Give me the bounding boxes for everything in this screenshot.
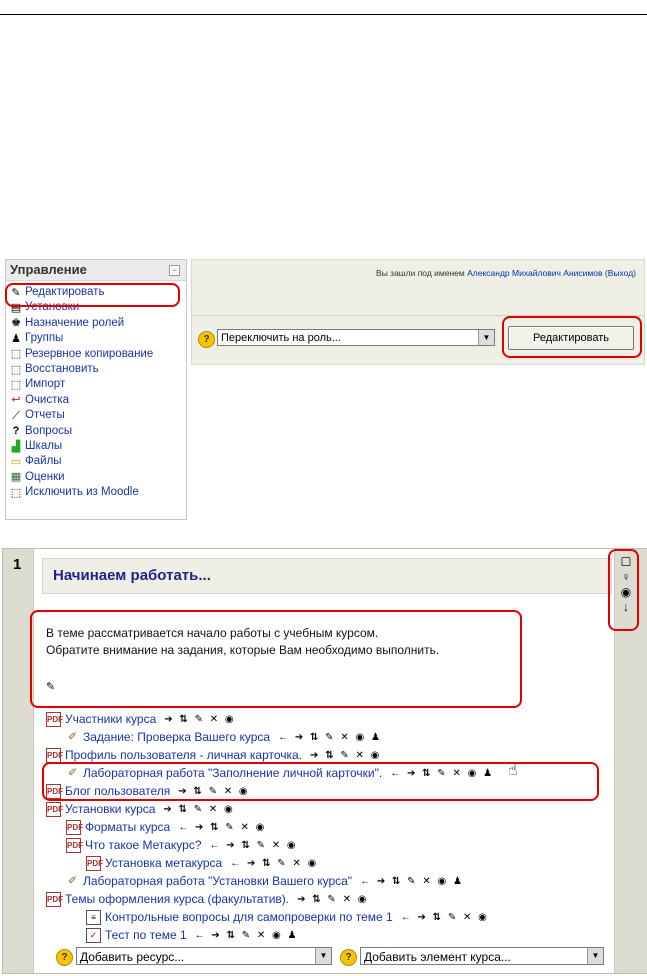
edit-summary-icon[interactable]: ✎ [46,681,56,693]
admin-item-files[interactable] [10,454,186,469]
switch-role-select[interactable] [217,329,495,346]
admin-item-questions[interactable] [10,424,186,439]
add-activity-select[interactable] [360,947,604,965]
resource-link[interactable]: Контрольные вопросы для самопроверки по теме 1 [105,910,393,924]
admin-item-label[interactable]: Установки [25,301,80,314]
highlight-edit-button [502,316,642,358]
chevron-down-icon[interactable]: ▼ [587,948,603,964]
lightbulb-icon[interactable]: ♀ [621,570,631,584]
assignment-icon: ✐ [67,730,78,743]
document-icon: ≡ [86,910,101,925]
pdf-icon: PDF [66,838,81,853]
admin-item-restore[interactable] [10,362,186,377]
pdf-icon: PDF [66,820,81,835]
resource-controls[interactable]: ➔ ⇅ ✎ ✕ ◉ [164,713,236,725]
resource-link[interactable]: Участники курса [65,712,157,726]
summary-line-2: Обратите внимание на задания, которые Вам необходимо выполнить. [46,643,440,657]
resource-controls[interactable]: ← ➔ ⇅ ✎ ✕ ◉ [178,821,267,833]
resource-controls[interactable]: ← ➔ ⇅ ✎ ✕ ◉ ♟ [194,929,299,941]
resource-controls[interactable]: ← ➔ ⇅ ✎ ✕ ◉ [209,839,298,851]
chevron-down-icon[interactable]: ▼ [478,330,494,345]
resource-link[interactable]: Форматы курса [85,820,171,834]
topic-title: Начинаем работать... [53,567,211,584]
admin-item-label[interactable]: Оценки [25,470,65,483]
arrow-down-icon[interactable]: ↓ [623,600,629,614]
resource-link[interactable]: Лабораторная работа "Заполнение личной карточки". [83,766,383,780]
chevron-down-icon[interactable]: ▼ [315,948,331,964]
login-info [376,268,636,278]
resource-link[interactable]: Тест по теме 1 [105,928,187,942]
add-resource-select[interactable] [76,947,332,965]
pdf-icon: PDF [46,748,61,763]
restore-icon: ⬚ [10,363,22,376]
reset-icon: ↩ [11,394,21,407]
resource-item[interactable] [46,801,235,817]
resource-controls[interactable]: ➔ ⇅ ✎ ✕ ◉ [310,749,382,761]
switch-role-value: Переключить на роль... [221,332,341,344]
resource-controls[interactable]: ← ➔ ⇅ ✎ ✕ ◉ ♟ [278,731,382,743]
pdf-icon: PDF [46,892,61,907]
pdf-icon: PDF [46,712,61,727]
admin-item-grades[interactable] [10,470,186,485]
resource-controls[interactable]: ➔ ⇅ ✎ ✕ ◉ [163,803,235,815]
resource-controls[interactable]: ➔ ⇅ ✎ ✕ ◉ [297,893,369,905]
admin-item-label[interactable]: Резервное копирование [25,347,154,360]
summary-line-1: В теме рассматривается начало работы с учебным курсом. [46,626,379,640]
groups-icon: ♟ [11,332,21,345]
admin-item-roles[interactable] [10,316,186,331]
resource-link[interactable]: Блог пользователя [65,784,171,798]
resource-link[interactable]: Установки курса [65,802,156,816]
resource-link[interactable]: Лабораторная работа "Установки Вашего курса" [83,874,353,888]
help-icon[interactable]: ? [198,331,215,348]
resource-link[interactable]: Профиль пользователя - личная карточка. [65,748,303,762]
resource-controls[interactable]: ← ➔ ⇅ ✎ ✕ ◉ ♟ [390,767,495,779]
resource-item[interactable] [86,909,489,925]
admin-item-label[interactable]: Редактировать [25,286,105,298]
reports-icon: ⟋ [12,409,20,422]
edit-icon: ✎ [11,286,21,299]
assignment-icon: ✐ [67,766,78,779]
admin-menu [6,281,186,500]
admin-item-label[interactable]: Шкалы [25,439,63,452]
admin-item-label[interactable]: Вопросы [25,424,73,437]
highlight-side-controls [608,549,639,631]
topic-title-bar [42,558,612,594]
admin-item-unenrol[interactable] [10,485,186,500]
resource-item[interactable] [46,891,368,907]
pdf-icon: PDF [46,802,61,817]
resource-item[interactable] [86,855,318,871]
collapse-icon[interactable]: − [169,265,180,276]
admin-item-label[interactable]: Файлы [25,455,62,468]
admin-block-title: Управление [10,262,87,277]
quiz-icon: ✓ [86,928,101,943]
resource-item[interactable] [46,747,381,763]
resource-link[interactable]: Что такое Метакурс? [85,838,202,852]
scales-icon: ▟ [11,440,21,453]
resource-link[interactable]: Установка метакурса [105,856,223,870]
admin-item-label[interactable]: Восстановить [25,362,99,375]
admin-item-label[interactable]: Очистка [25,393,70,406]
login-prefix: Вы зашли под именем [376,268,468,278]
add-activity-value: Добавить элемент курса... [364,950,511,964]
resource-controls[interactable]: ← ➔ ⇅ ✎ ✕ ◉ [230,857,319,869]
top-divider [0,14,647,15]
resource-item[interactable] [86,927,299,943]
topic-number: 1 [13,556,22,573]
resource-controls[interactable]: ← ➔ ⇅ ✎ ✕ ◉ ♟ [360,875,464,887]
help-icon[interactable]: ? [340,949,357,966]
edit-mode-button[interactable]: Редактировать [508,326,634,350]
questions-icon: ? [12,425,20,438]
admin-item-groups[interactable] [10,331,186,346]
folder-icon: ▭ [10,455,22,468]
eye-icon[interactable]: ◉ [620,585,632,599]
logout-link[interactable]: (Выход) [604,268,636,278]
pdf-icon: PDF [46,784,61,799]
unenrol-icon: ⬚ [10,486,22,499]
resource-controls[interactable]: ← ➔ ⇅ ✎ ✕ ◉ [400,911,489,923]
login-user-link[interactable]: Александр Михайлович Анисимов [467,268,603,278]
resource-item[interactable] [66,837,298,853]
help-icon[interactable]: ? [56,949,73,966]
roles-icon: ♚ [11,317,21,330]
grades-icon: ▦ [10,471,22,484]
hand-cursor-icon: ☝ [508,762,518,779]
pdf-icon: PDF [86,856,101,871]
admin-item-backup[interactable] [10,347,186,362]
settings-icon: ▤ [10,302,22,315]
resource-item[interactable] [66,819,266,835]
admin-item-label[interactable]: Назначение ролей [25,316,125,329]
admin-item-label[interactable]: Отчеты [25,409,65,422]
assignment-icon: ✐ [67,874,78,887]
backup-icon: ⬚ [10,348,22,361]
admin-item-import[interactable] [10,377,186,392]
resource-item[interactable] [66,729,382,745]
highlight-edit-link [5,283,180,307]
admin-item-reset[interactable] [10,393,186,408]
resource-item[interactable] [66,873,464,889]
admin-item-label[interactable]: Импорт [25,378,66,391]
highlight-summary [30,610,522,708]
import-icon: ⬚ [10,379,22,392]
admin-item-scales[interactable] [10,439,186,454]
square-icon[interactable]: ☐ [620,555,632,569]
resource-item[interactable] [46,711,236,727]
admin-item-label[interactable]: Группы [25,332,64,345]
resource-link[interactable]: Задание: Проверка Вашего курса [83,730,271,744]
admin-item-reports[interactable] [10,408,186,423]
admin-block-header [6,260,186,281]
resource-controls[interactable]: ➔ ⇅ ✎ ✕ ◉ [178,785,250,797]
admin-item-label[interactable]: Исключить из Moodle [25,486,139,499]
resource-link[interactable]: Темы оформления курса (факультатив). [65,892,290,906]
add-resource-value: Добавить ресурс... [80,950,185,964]
